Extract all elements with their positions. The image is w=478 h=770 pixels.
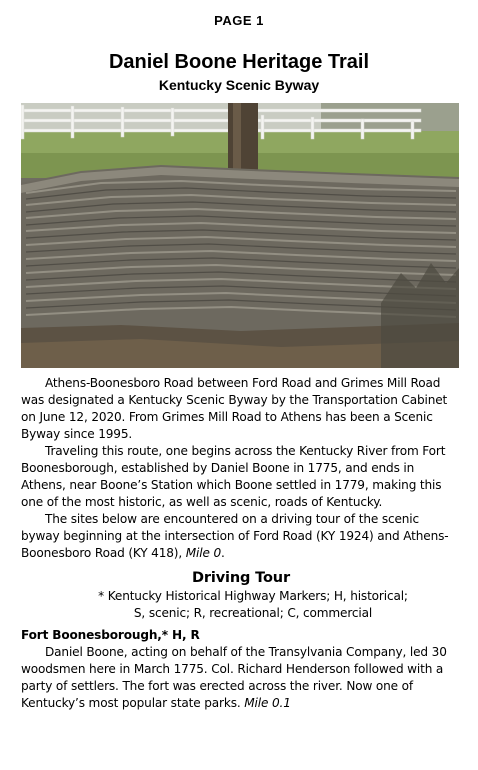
stone-wall-illustration bbox=[21, 103, 459, 368]
document-subtitle: Kentucky Scenic Byway bbox=[158, 77, 320, 93]
site-heading: Fort Boonesborough,* H, R bbox=[21, 628, 200, 642]
intro-paragraph-3-end: . bbox=[221, 546, 225, 560]
legend-line-2: S, scenic; R, recreational; C, commercial bbox=[133, 606, 373, 620]
document-title: Daniel Boone Heritage Trail bbox=[108, 51, 370, 73]
intro-paragraph-3 bbox=[21, 511, 461, 562]
page-number: PAGE 1 bbox=[214, 13, 264, 28]
site-description-text: Daniel Boone, acting on behalf of the Transylvania Company, led 30 woodsmen here in March 1775. Col. Richard Henderson followed with a party of settlers. The fort was erected across the river. Now one of Kentucky’s most popular state parks. bbox=[21, 645, 447, 710]
site-description bbox=[21, 644, 461, 712]
mile-marker: Mile 0 bbox=[185, 546, 221, 560]
intro-paragraph-2: Traveling this route, one begins across the Kentucky River from Fort Boonesborough, established by Daniel Boone in 1775, and ends in Athens, near Boone’s Station which Boone settled in 1779, making this one of the most historic, as well as scenic, roads of Kentucky. bbox=[21, 444, 446, 509]
site-mile-marker: Mile 0.1 bbox=[244, 696, 291, 710]
legend-line-1: * Kentucky Historical Highway Markers; H, historical; bbox=[98, 589, 408, 603]
document-body bbox=[21, 375, 461, 712]
intro-paragraph-3-text: The sites below are encountered on a driving tour of the scenic byway beginning at the intersection of Ford Road (KY 1924) and Athens-Boonesboro Road (KY 418), bbox=[21, 512, 449, 560]
intro-paragraph-1: Athens-Boonesboro Road between Ford Road and Grimes Mill Road was designated a Kentucky Scenic Byway by the Transportation Cabinet on June 12, 2020. From Grimes Mill Road to Athens has been a Scenic Byway since 1995. bbox=[21, 376, 448, 441]
stone-wall-photo bbox=[21, 103, 459, 368]
section-heading-driving-tour: Driving Tour bbox=[192, 570, 290, 586]
